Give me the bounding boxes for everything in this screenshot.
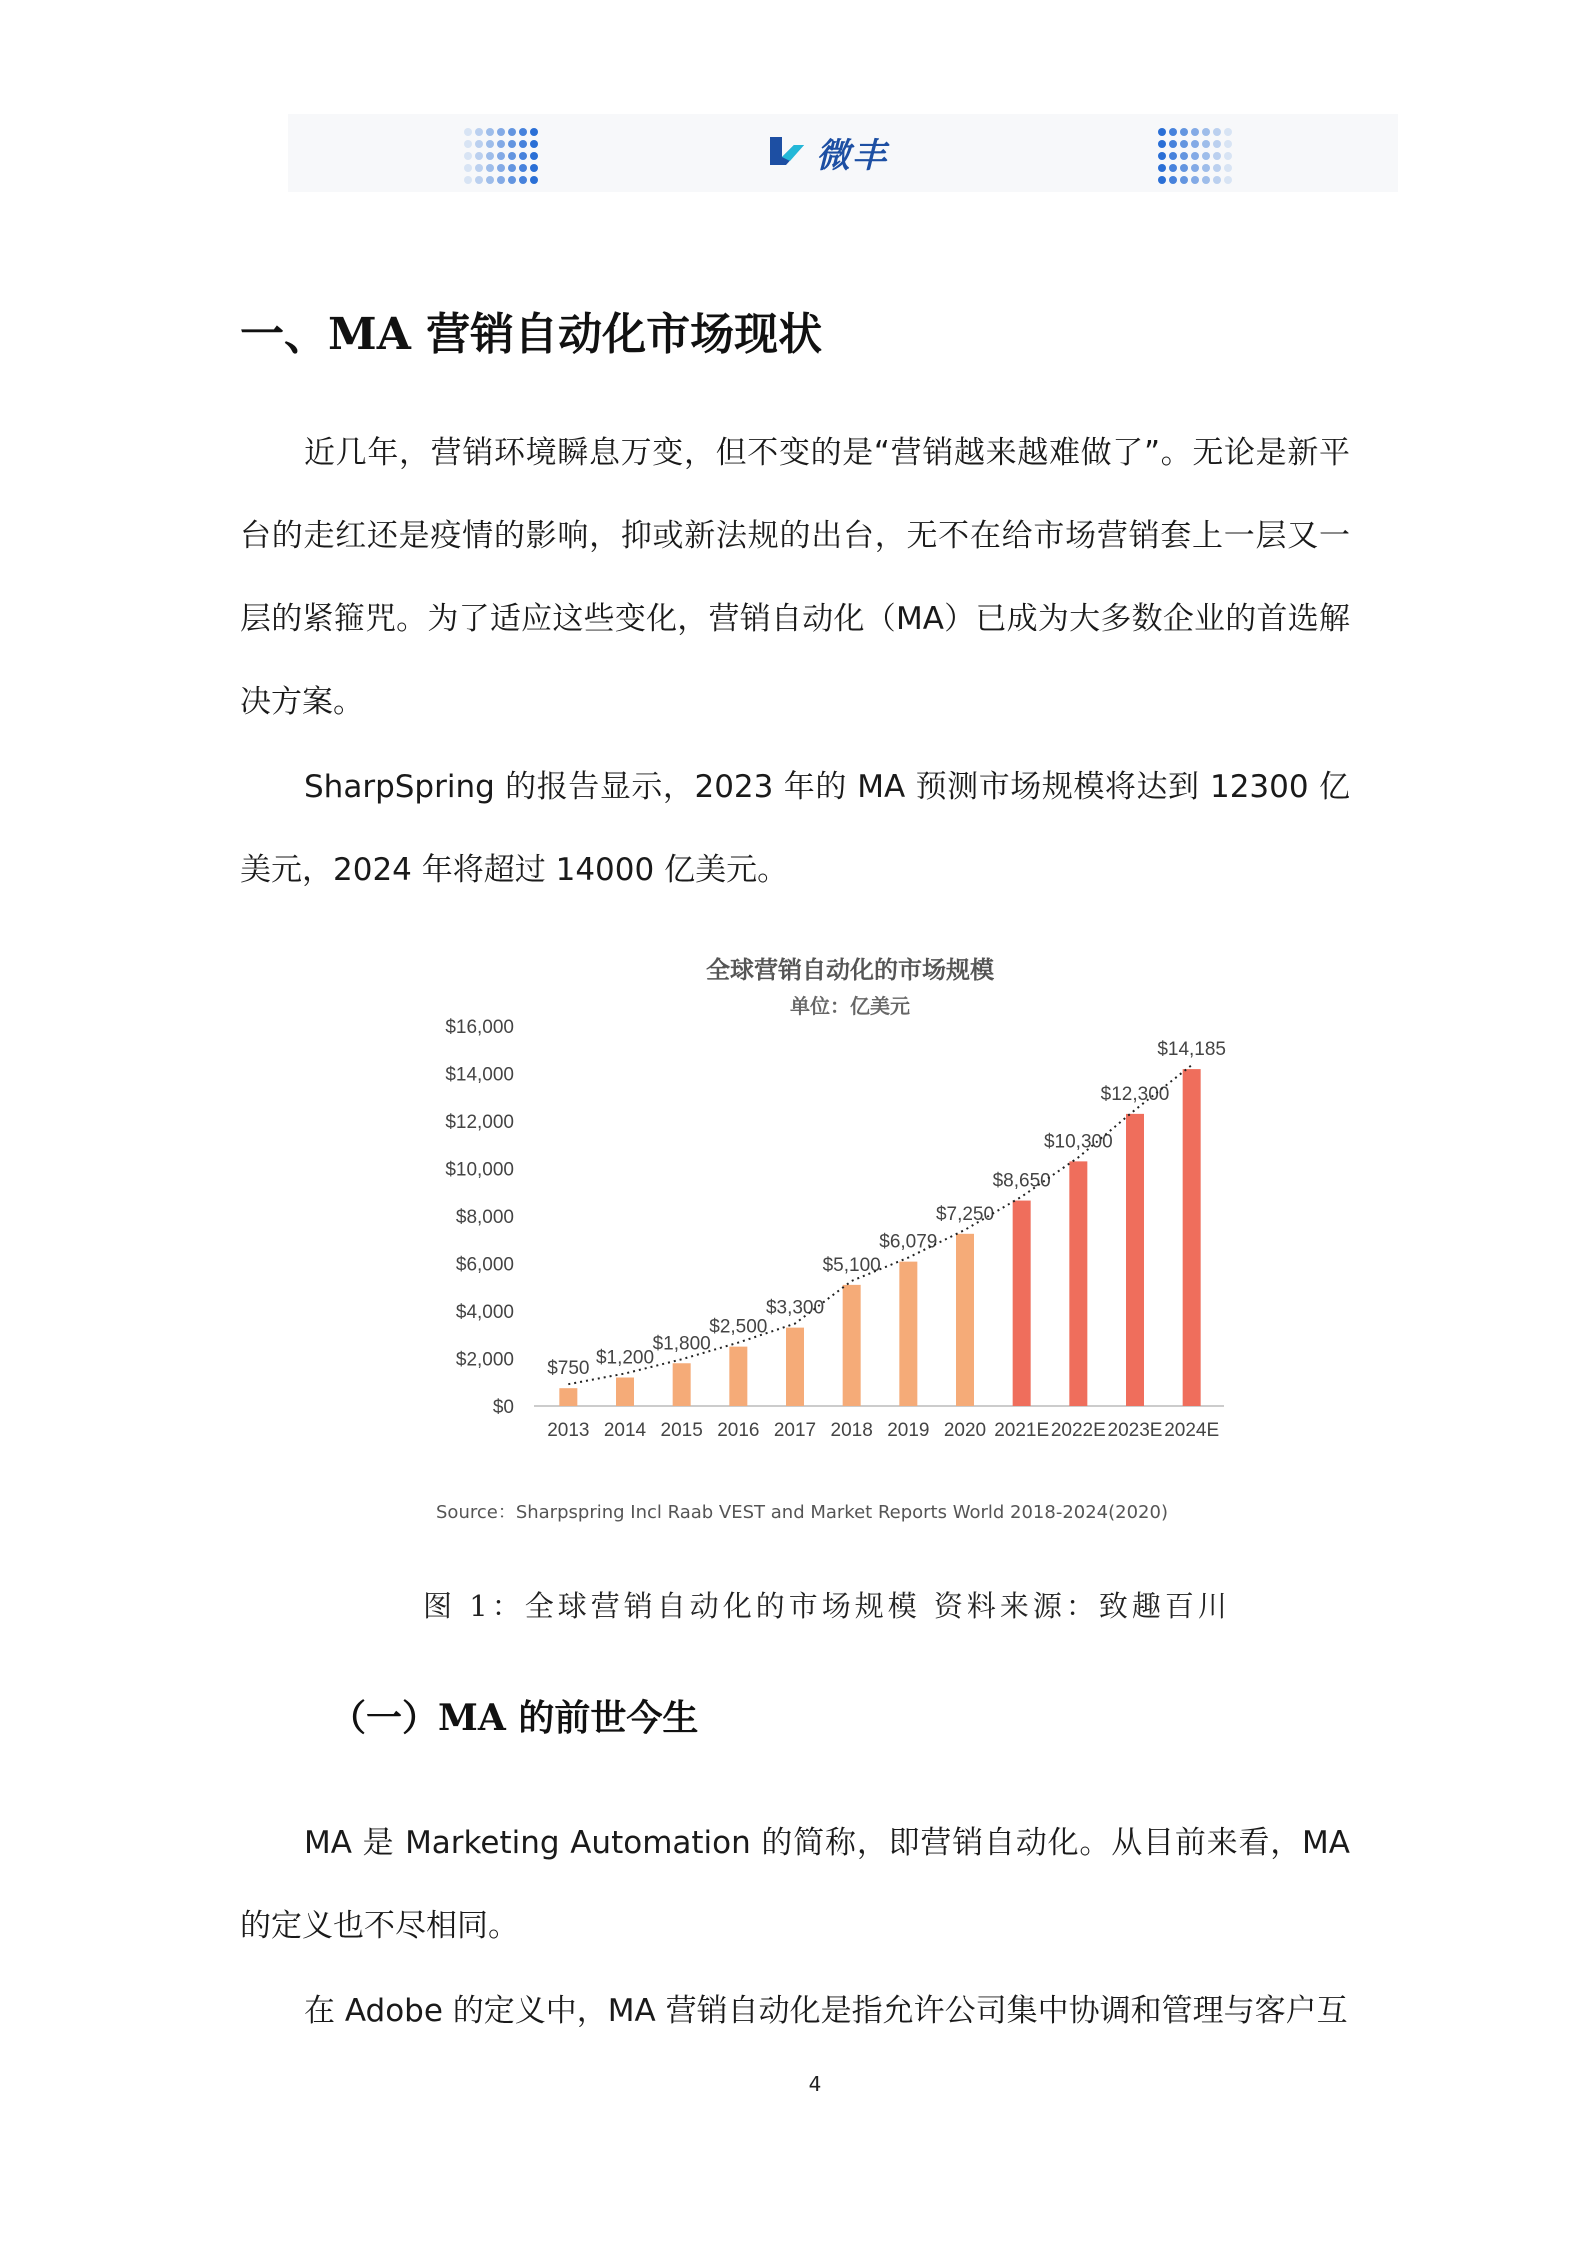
dot (1158, 128, 1166, 136)
y-tick-label: $2,000 (455, 1349, 514, 1371)
dot (1180, 140, 1188, 148)
dot (1169, 140, 1177, 148)
x-tick-label: 2023E (1107, 1420, 1163, 1441)
dot (508, 176, 516, 184)
paragraph-sharpspring: SharpSpring 的报告显示，2023 年的 MA 预测市场规模将达到 12300 亿美元，2024 年将超过 14000 亿美元。 (240, 769, 1350, 888)
header-logo (764, 128, 888, 177)
dot (1180, 152, 1188, 160)
dot (519, 164, 527, 172)
dot (1158, 176, 1166, 184)
data-label: $5,100 (822, 1254, 881, 1276)
dot-grid-left-icon (462, 126, 542, 188)
x-tick-label: 2017 (773, 1420, 817, 1441)
dot (497, 164, 505, 172)
dot (475, 164, 483, 172)
y-tick-label: $14,000 (445, 1064, 514, 1086)
bar (559, 1388, 577, 1406)
dot (1169, 152, 1177, 160)
bar (786, 1328, 804, 1406)
y-tick-label: $6,000 (455, 1254, 514, 1276)
dot (1191, 176, 1199, 184)
logo-text: 微丰 (816, 136, 888, 176)
dot (1224, 176, 1232, 184)
dot (1224, 152, 1232, 160)
figure-caption-text: 图 1：全球营销自动化的市场规模 资料来源：致趣百川 (423, 1589, 1231, 1623)
dot (464, 128, 472, 136)
dot (1158, 152, 1166, 160)
dot (497, 140, 505, 148)
bar (843, 1285, 861, 1406)
dot (508, 164, 516, 172)
dot (1191, 140, 1199, 148)
dot (475, 128, 483, 136)
dot (1224, 140, 1232, 148)
bar (899, 1262, 917, 1406)
dot (497, 176, 505, 184)
x-tick-label: 2022E (1050, 1420, 1106, 1441)
dot (519, 152, 527, 160)
dot (1169, 164, 1177, 172)
dot (1191, 152, 1199, 160)
y-tick-label: $8,000 (455, 1207, 514, 1228)
page-number: 4 (808, 2072, 822, 2096)
section-title: 一、MA 营销自动化市场现状 (240, 309, 823, 360)
data-label: $8,650 (992, 1170, 1051, 1192)
x-tick-label: 2019 (887, 1420, 930, 1441)
dot (1191, 164, 1199, 172)
bar (1069, 1161, 1087, 1406)
chart-plot (420, 930, 1280, 1490)
dot (464, 176, 472, 184)
dot (508, 152, 516, 160)
dot (1191, 128, 1199, 136)
logo-mark-icon (764, 131, 808, 175)
dot (1224, 128, 1232, 136)
dot (1224, 164, 1232, 172)
dot (508, 140, 516, 148)
dot (1180, 176, 1188, 184)
dot (464, 152, 472, 160)
data-label: $1,200 (595, 1347, 655, 1369)
x-tick-label: 2020 (943, 1420, 987, 1441)
x-tick-label: 2013 (547, 1420, 590, 1441)
y-tick-label: $10,000 (445, 1159, 514, 1181)
y-tick-label: $0 (492, 1397, 514, 1418)
dot (1213, 164, 1221, 172)
dot (486, 152, 494, 160)
bar (1013, 1201, 1031, 1406)
dot (1202, 164, 1210, 172)
dot (486, 176, 494, 184)
y-tick-label: $4,000 (455, 1302, 514, 1323)
paragraph-ma-definition: MA 是 Marketing Automation 的简称，即营销自动化。从目前来看，MA 的定义也不尽相同。 (240, 1825, 1350, 1944)
x-tick-label: 2016 (717, 1420, 760, 1441)
dot (519, 140, 527, 148)
bar (1183, 1069, 1201, 1406)
dot (530, 176, 538, 184)
bar (673, 1363, 691, 1406)
dot (1158, 164, 1166, 172)
y-tick-label: $12,000 (445, 1112, 514, 1133)
data-label: $1,800 (652, 1333, 711, 1355)
chart-source: Source：Sharpspring Incl Raab VEST and Market Reports World 2018-2024(2020) (436, 1502, 1168, 1523)
x-tick-label: 2014 (603, 1420, 647, 1441)
data-label: $14,185 (1157, 1039, 1227, 1061)
data-label: $7,250 (935, 1203, 995, 1225)
dot (464, 164, 472, 172)
dot (1213, 176, 1221, 184)
dot (464, 140, 472, 148)
dot (497, 128, 505, 136)
data-label: $2,500 (709, 1316, 768, 1338)
bar (616, 1378, 634, 1407)
bar (729, 1347, 747, 1406)
dot (1169, 176, 1177, 184)
x-tick-label: 2018 (830, 1420, 873, 1441)
x-tick-label: 2024E (1164, 1420, 1220, 1441)
data-label: $6,079 (879, 1231, 938, 1253)
figure-caption (0, 1584, 1586, 1625)
dot (497, 152, 505, 160)
dot (1213, 140, 1221, 148)
paragraph-adobe-definition: 在 Adobe 的定义中，MA 营销自动化是指允许公司集中协调和管理与客户互 (304, 1993, 1348, 2029)
data-label: $3,300 (765, 1297, 825, 1319)
dot (1202, 152, 1210, 160)
chart-title: 全球营销自动化的市场规模 (706, 956, 994, 984)
dot (486, 140, 494, 148)
bar (1126, 1114, 1144, 1406)
y-tick-label: $16,000 (445, 1017, 514, 1038)
dot (475, 140, 483, 148)
dot (530, 140, 538, 148)
dot (519, 176, 527, 184)
dot (1180, 128, 1188, 136)
dot (1202, 140, 1210, 148)
dot (1169, 128, 1177, 136)
dot (1202, 128, 1210, 136)
dot (530, 128, 538, 136)
dot (530, 164, 538, 172)
dot (475, 176, 483, 184)
dot (1158, 140, 1166, 148)
dot (1213, 152, 1221, 160)
dot (1202, 176, 1210, 184)
bar (956, 1234, 974, 1406)
dot (475, 152, 483, 160)
dot (1180, 164, 1188, 172)
chart-unit: 单位：亿美元 (790, 994, 910, 1018)
dot-grid-right-icon (1156, 126, 1236, 188)
data-label: $750 (547, 1358, 590, 1380)
x-tick-label: 2021E (994, 1420, 1050, 1441)
dot (486, 128, 494, 136)
paragraph-intro: 近几年，营销环境瞬息万变，但不变的是“营销越来越难做了”。无论是新平台的走红还是疫情的影响，抑或新法规的出台，无不在给市场营销套上一层又一层的紧箍咒。为了适应这些变化，营销自动化（MA）已成为大多数企业的首选解决方案。 (240, 435, 1350, 720)
dot (519, 128, 527, 136)
x-tick-label: 2015 (660, 1420, 703, 1441)
data-label: $12,300 (1100, 1083, 1170, 1105)
subsection-title: （一）MA 的前世今生 (330, 1697, 699, 1739)
data-label: $10,300 (1043, 1131, 1113, 1153)
dot (1213, 128, 1221, 136)
dot (530, 152, 538, 160)
market-size-chart (420, 930, 1280, 1540)
dot (508, 128, 516, 136)
dot (486, 164, 494, 172)
